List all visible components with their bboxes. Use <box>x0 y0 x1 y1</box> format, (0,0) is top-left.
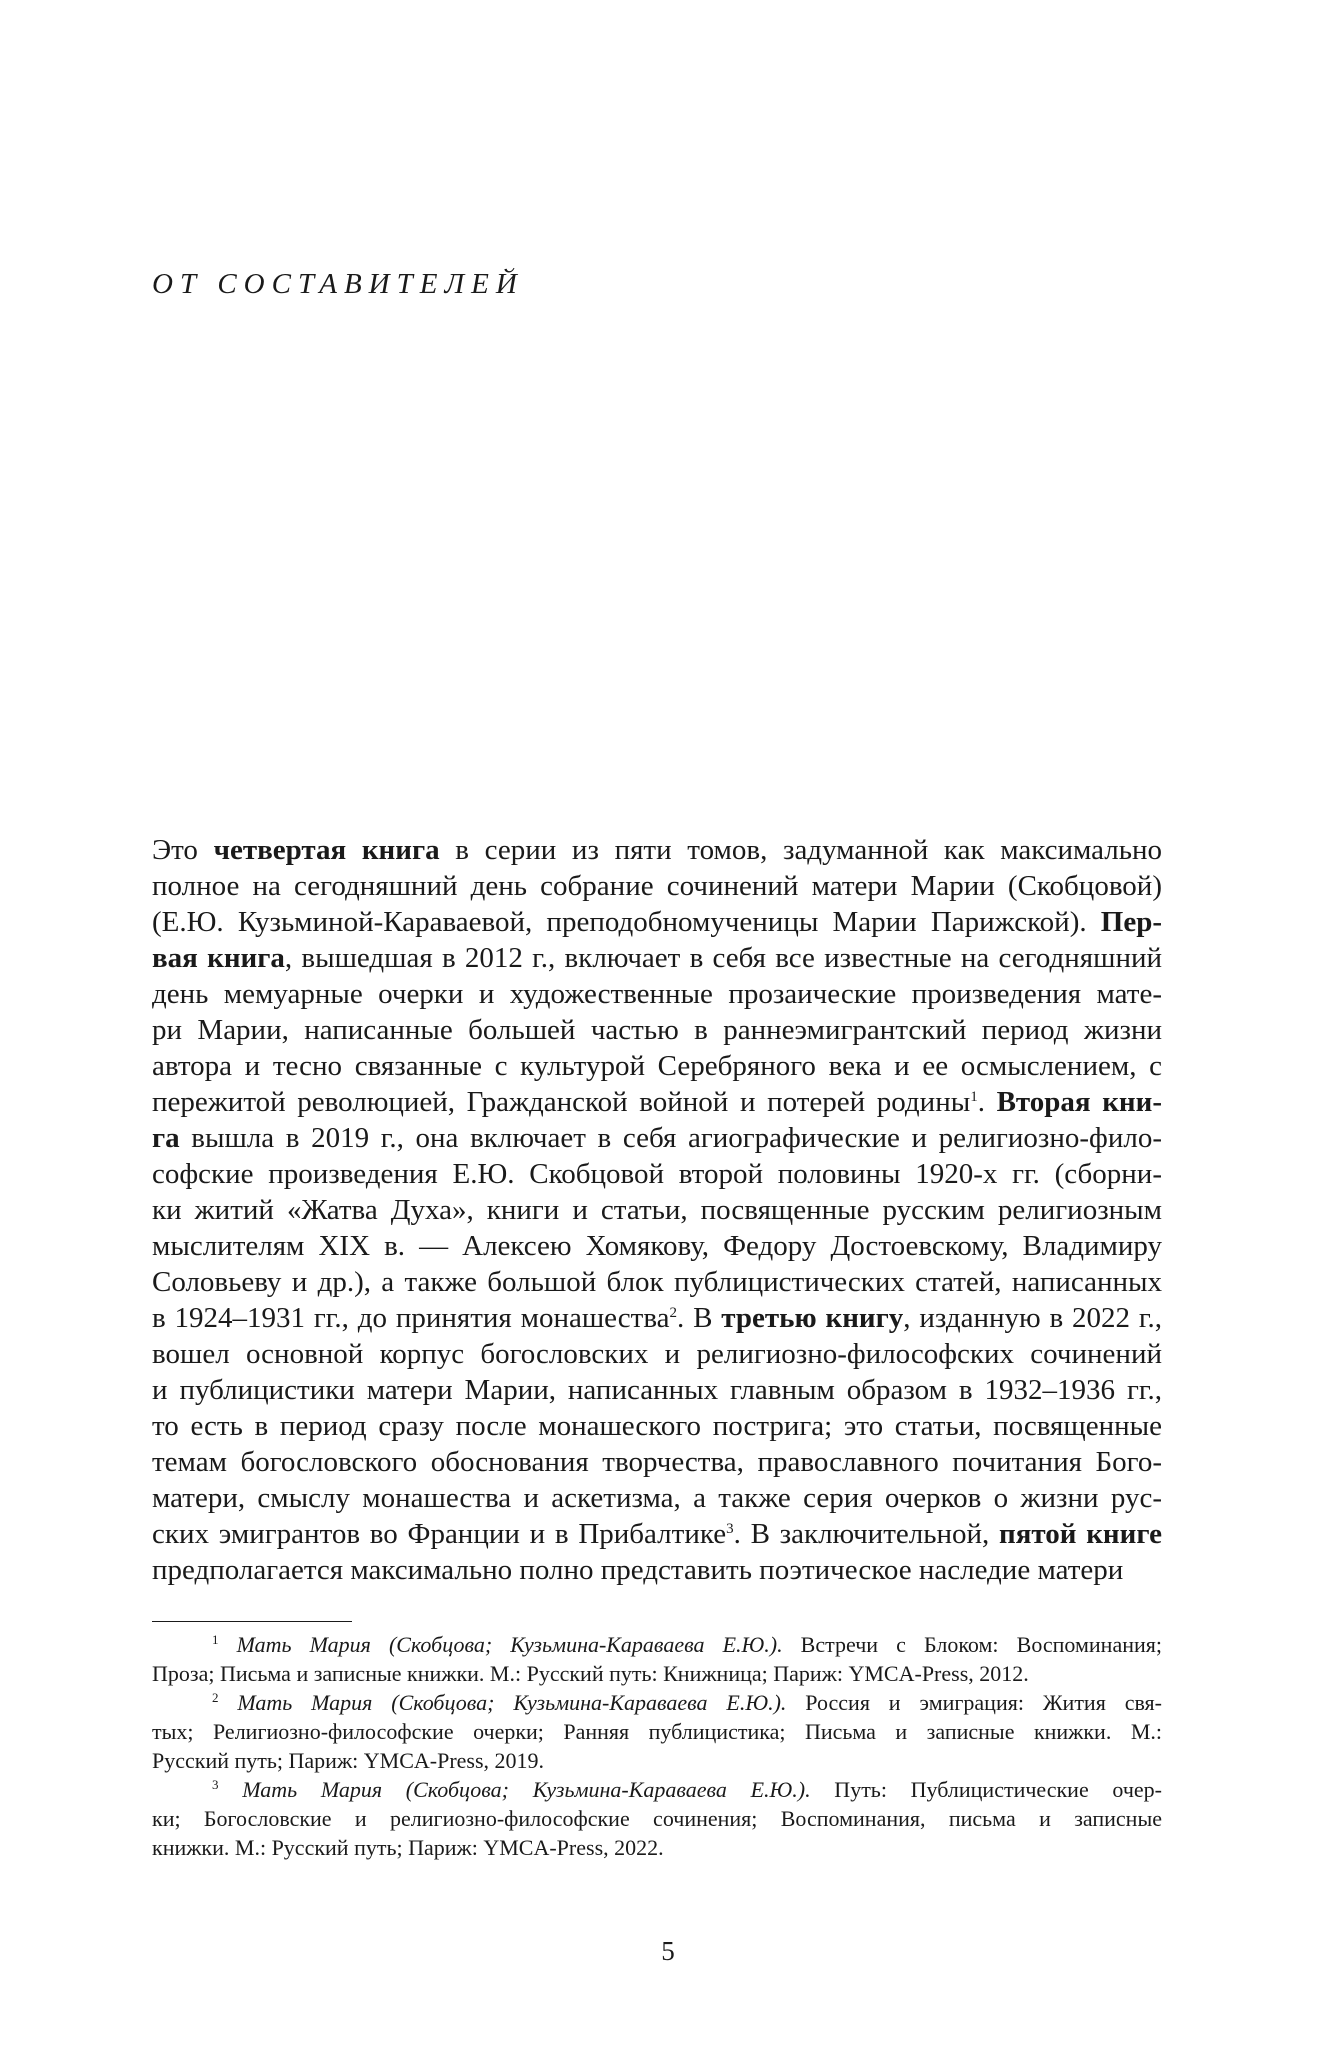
text-run: и публицистики матери Марии, написанных главным образом в 1932–1936 гг., <box>152 1374 1162 1406</box>
text-run: ки житий «Жатва Духа», книги и статьи, посвященные русским религиозным <box>152 1194 1162 1226</box>
text-run: ки; Богословские и религиозно-философские сочинения; Воспоминания, письма и записные <box>152 1806 1162 1831</box>
footnote-ref: 2 <box>669 1305 678 1321</box>
text-line <box>152 1300 1162 1336</box>
text-run: полное на сегодняшний день собрание сочинений матери Марии (Скобцовой) <box>152 870 1162 902</box>
text-run: то есть в период сразу после монашеского пострига; это статьи, посвященные <box>152 1410 1162 1442</box>
text-line <box>152 1444 1162 1480</box>
text-run: книжки. М.: Русский путь; Париж: YMCA-Press, 2022. <box>152 1835 664 1860</box>
text-run: ри Марии, написанные большей частью в раннеэмигрантский период жизни <box>152 1014 1162 1046</box>
text-run: , изданную в 2022 г., <box>903 1302 1162 1334</box>
text-run <box>219 1777 243 1802</box>
footnote-ref: 3 <box>212 1777 219 1792</box>
text-run: Путь: Публицистические очер- <box>810 1777 1163 1802</box>
footnote-ref: 2 <box>212 1690 219 1705</box>
footnote-line <box>152 1833 1162 1862</box>
text-line <box>152 1336 1162 1372</box>
text-run: тых; Религиозно-философские очерки; Ранняя публицистика; Письма и записные книжки. М.: <box>152 1719 1162 1744</box>
bold-text: Пер- <box>1100 906 1162 938</box>
text-run <box>219 1632 237 1657</box>
italic-text: Мать Мария (Скобцова; Кузьмина-Караваева Е.Ю.). <box>237 1690 787 1715</box>
text-line <box>152 1372 1162 1408</box>
text-run: вышла в 2019 г., она включает в себя агиографические и религиозно-фило- <box>179 1122 1162 1154</box>
footnote-line <box>152 1746 1162 1775</box>
bold-text: вая книга <box>152 942 285 974</box>
text-line <box>152 1264 1162 1300</box>
text-run: Россия и эмиграция: Жития свя- <box>786 1690 1162 1715</box>
text-run: софские произведения Е.Ю. Скобцовой второй половины 1920-х гг. (сборни- <box>152 1158 1162 1190</box>
text-run <box>219 1690 238 1715</box>
text-run: Русский путь; Париж: YMCA-Press, 2019. <box>152 1748 545 1773</box>
footnote-separator <box>152 1621 352 1622</box>
text-line <box>152 976 1162 1012</box>
text-line <box>152 868 1162 904</box>
section-heading: ОТ СОСТАВИТЕЛЕЙ <box>152 268 524 300</box>
text-run: . В <box>677 1302 722 1334</box>
text-run: в серии из пяти томов, задуманной как максимально <box>439 834 1162 866</box>
bold-text: Вторая кни- <box>996 1086 1162 1118</box>
text-line <box>152 1012 1162 1048</box>
text-run: пережитой революцией, Гражданской войной и потерей родины <box>152 1086 971 1118</box>
text-line <box>152 1552 1162 1588</box>
text-line <box>152 1084 1162 1120</box>
text-line <box>152 940 1162 976</box>
text-line <box>152 832 1162 868</box>
bold-text: пятой книге <box>998 1518 1162 1550</box>
text-run: в 1924–1931 гг., до принятия монашества <box>152 1302 670 1334</box>
footnote-line <box>152 1804 1162 1833</box>
footnote-line <box>152 1688 1162 1717</box>
text-run: темам богословского обоснования творчества, православного почитания Бого- <box>152 1446 1162 1478</box>
text-run: вошел основной корпус богословских и религиозно-философских сочинений <box>152 1338 1162 1370</box>
text-line <box>152 1048 1162 1084</box>
text-run: (Е.Ю. Кузьминой-Караваевой, преподобномученицы Марии Парижской). <box>152 906 1101 938</box>
footnote-ref: 1 <box>970 1089 978 1105</box>
text-run: Соловьеву и др.), а также большой блок публицистических статей, написанных <box>152 1266 1162 1298</box>
text-run: Встречи с Блоком: Воспоминания; <box>782 1632 1162 1657</box>
footnote-line <box>152 1717 1162 1746</box>
main-text <box>152 832 1162 1588</box>
text-run: . <box>977 1086 997 1118</box>
text-run: автора и тесно связанные с культурой Серебряного века и ее осмыслением, с <box>152 1050 1162 1082</box>
text-run: Проза; Письма и записные книжки. М.: Русский путь: Книжница; Париж: YMCA-Press, 2012. <box>152 1661 1029 1686</box>
bold-text: четвертая книга <box>213 834 440 866</box>
text-line <box>152 1228 1162 1264</box>
text-run: Это <box>152 834 214 866</box>
footnote-line <box>152 1630 1162 1659</box>
text-line <box>152 1480 1162 1516</box>
text-line <box>152 904 1162 940</box>
text-line <box>152 1120 1162 1156</box>
footnotes <box>152 1630 1162 1862</box>
text-run: день мемуарные очерки и художественные прозаические произведения мате- <box>152 978 1162 1010</box>
footnote-line <box>152 1659 1162 1688</box>
text-run: , вышедшая в 2012 г., включает в себя все известные на сегодняшний <box>284 942 1162 974</box>
italic-text: Мать Мария (Скобцова; Кузьмина-Караваева Е.Ю.). <box>242 1777 811 1802</box>
text-line <box>152 1192 1162 1228</box>
text-run: . В заключительной, <box>733 1518 999 1550</box>
text-run: предполагается максимально полно представить поэтическое наследие матери <box>152 1554 1124 1586</box>
footnote-ref: 3 <box>726 1521 734 1537</box>
page-number: 5 <box>661 1936 675 1966</box>
text-line <box>152 1156 1162 1192</box>
text-run: мыслителям XIX в. — Алексею Хомякову, Федору Достоевскому, Владимиру <box>152 1230 1162 1262</box>
bold-text: третью книгу <box>721 1302 904 1334</box>
footnote-ref: 1 <box>212 1632 219 1647</box>
bold-text: га <box>152 1122 180 1154</box>
text-run: матери, смыслу монашества и аскетизма, а также серия очерков о жизни рус- <box>152 1482 1162 1514</box>
footnote-line <box>152 1775 1162 1804</box>
text-line <box>152 1516 1162 1552</box>
text-line <box>152 1408 1162 1444</box>
text-run: ских эмигрантов во Франции и в Прибалтике <box>152 1518 727 1550</box>
italic-text: Мать Мария (Скобцова; Кузьмина-Караваева Е.Ю.). <box>236 1632 783 1657</box>
